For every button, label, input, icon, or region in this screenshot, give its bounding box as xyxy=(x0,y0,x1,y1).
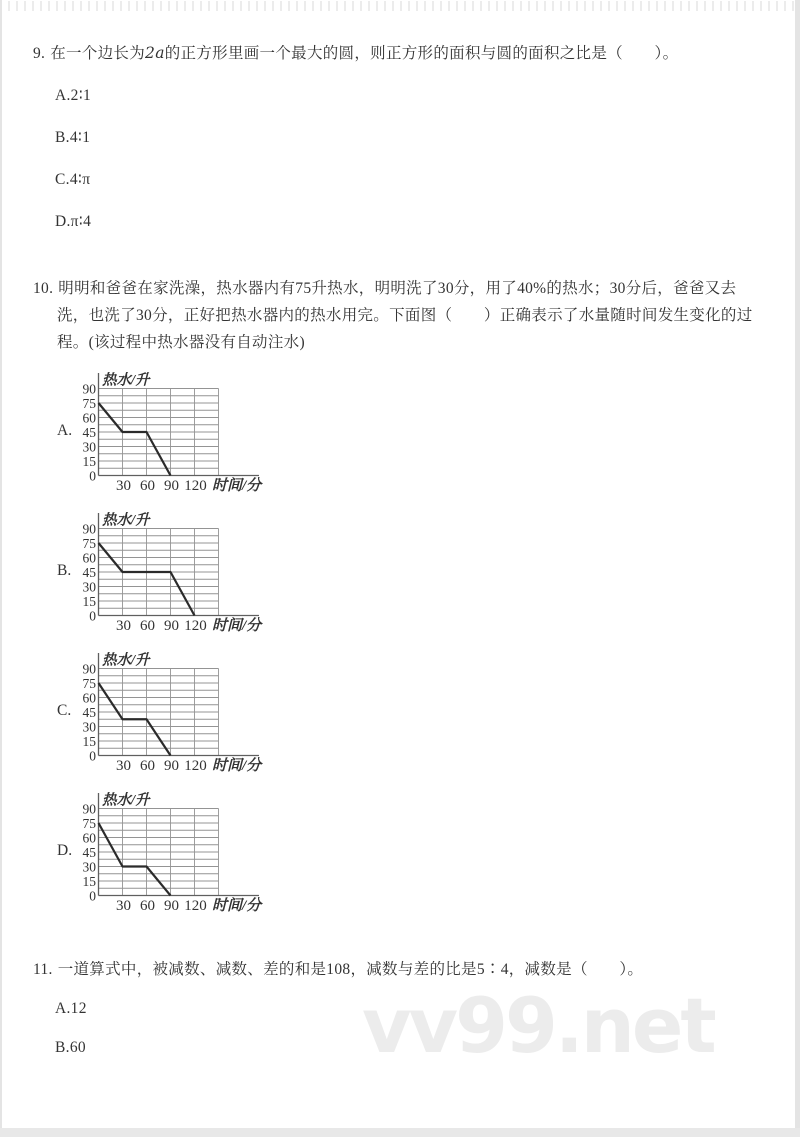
svg-text:60: 60 xyxy=(140,898,155,914)
question-9-option-c: C.4∶π xyxy=(55,171,91,188)
svg-text:30: 30 xyxy=(116,898,131,914)
watermark: vv99.net xyxy=(362,981,714,1070)
question-10-number: 10. xyxy=(33,280,54,297)
svg-text:45: 45 xyxy=(82,564,96,580)
svg-text:120: 120 xyxy=(184,618,207,634)
question-9-text-after: 的正方形里画一个最大的圆，则正方形的面积与圆的面积之比是（ ）。 xyxy=(164,45,679,62)
svg-text:90: 90 xyxy=(164,758,179,774)
hot-water-line-chart xyxy=(60,790,290,919)
svg-text:45: 45 xyxy=(82,704,96,720)
page-top-perforation xyxy=(0,1,800,11)
svg-text:时间/分: 时间/分 xyxy=(212,478,262,494)
question-9-option-b: B.4∶1 xyxy=(55,129,91,146)
svg-text:热水/升: 热水/升 xyxy=(102,372,150,389)
svg-text:90: 90 xyxy=(164,618,179,634)
hot-water-line-chart xyxy=(60,510,290,639)
svg-text:90: 90 xyxy=(164,478,179,494)
page-left-edge xyxy=(0,0,2,1137)
svg-text:30: 30 xyxy=(116,478,131,494)
svg-text:30: 30 xyxy=(116,618,131,634)
svg-text:120: 120 xyxy=(184,478,207,494)
question-11-line: 一道算式中，被减数、减数、差的和是108，减数与差的比是5∶4，减数是（ ）。 xyxy=(57,961,644,978)
question-11-option-a: A.12 xyxy=(55,1000,87,1017)
question-10-text-line-1 xyxy=(33,280,736,298)
page-bottom-separator xyxy=(0,1128,800,1137)
question-9-option-d: D.π∶4 xyxy=(55,213,92,230)
svg-text:30: 30 xyxy=(82,579,96,595)
question-9-text-before: 在一个边长为 xyxy=(50,45,146,62)
question-11-option-b: B.60 xyxy=(55,1039,86,1056)
question-11-text xyxy=(33,961,643,979)
svg-text:60: 60 xyxy=(82,830,96,846)
chart-option-b xyxy=(57,510,290,639)
svg-text:30: 30 xyxy=(116,758,131,774)
svg-text:90: 90 xyxy=(82,661,96,677)
svg-text:45: 45 xyxy=(82,844,96,860)
svg-text:120: 120 xyxy=(184,758,207,774)
svg-text:15: 15 xyxy=(82,733,96,749)
page-right-edge xyxy=(795,0,800,1137)
question-9-math-term: 2a xyxy=(145,44,165,62)
question-11-number: 11. xyxy=(33,961,53,978)
svg-text:75: 75 xyxy=(82,675,96,691)
chart-option-c-label: C. xyxy=(57,702,72,719)
svg-text:时间/分: 时间/分 xyxy=(212,758,262,774)
question-10-text-line-2: 洗，也洗了30分，正好把热水器内的热水用完。下面图（ ）正确表示了水量随时间发生变化的过 xyxy=(57,307,753,324)
svg-text:60: 60 xyxy=(140,758,155,774)
question-10-text-line-3: 程。(该过程中热水器没有自动注水) xyxy=(57,334,305,351)
chart-option-a-label: A. xyxy=(57,422,73,439)
svg-text:30: 30 xyxy=(82,439,96,455)
svg-text:30: 30 xyxy=(82,859,96,875)
svg-text:0: 0 xyxy=(89,748,96,764)
chart-option-d-label: D. xyxy=(57,842,73,859)
question-9-option-a: A.2∶1 xyxy=(55,87,92,104)
chart-option-c xyxy=(57,650,290,779)
svg-text:15: 15 xyxy=(82,873,96,889)
chart-option-a xyxy=(57,370,290,499)
svg-text:60: 60 xyxy=(82,690,96,706)
question-9-number: 9. xyxy=(33,45,46,62)
svg-text:热水/升: 热水/升 xyxy=(102,792,150,809)
hot-water-line-chart xyxy=(60,650,290,779)
svg-text:0: 0 xyxy=(89,608,96,624)
svg-text:60: 60 xyxy=(82,410,96,426)
svg-text:75: 75 xyxy=(82,395,96,411)
svg-text:时间/分: 时间/分 xyxy=(212,898,262,914)
svg-text:45: 45 xyxy=(82,424,96,440)
svg-text:15: 15 xyxy=(82,453,96,469)
svg-text:90: 90 xyxy=(82,521,96,537)
svg-text:60: 60 xyxy=(82,550,96,566)
svg-text:120: 120 xyxy=(184,898,207,914)
svg-text:90: 90 xyxy=(82,801,96,817)
question-9-text xyxy=(33,44,678,63)
svg-text:75: 75 xyxy=(82,815,96,831)
svg-text:0: 0 xyxy=(89,888,96,904)
chart-option-d xyxy=(57,790,290,919)
svg-text:热水/升: 热水/升 xyxy=(102,652,150,669)
svg-text:0: 0 xyxy=(89,468,96,484)
chart-option-b-label: B. xyxy=(57,562,72,579)
svg-text:60: 60 xyxy=(140,618,155,634)
svg-text:75: 75 xyxy=(82,535,96,551)
svg-text:90: 90 xyxy=(82,381,96,397)
svg-text:15: 15 xyxy=(82,593,96,609)
svg-text:时间/分: 时间/分 xyxy=(212,618,262,634)
svg-text:30: 30 xyxy=(82,719,96,735)
svg-text:60: 60 xyxy=(140,478,155,494)
hot-water-line-chart xyxy=(60,370,290,499)
svg-text:90: 90 xyxy=(164,898,179,914)
svg-text:热水/升: 热水/升 xyxy=(102,512,150,529)
question-10-line-1: 明明和爸爸在家洗澡，热水器内有75升热水，明明洗了30分，用了40%的热水；30分后，爸爸又去 xyxy=(58,280,737,297)
